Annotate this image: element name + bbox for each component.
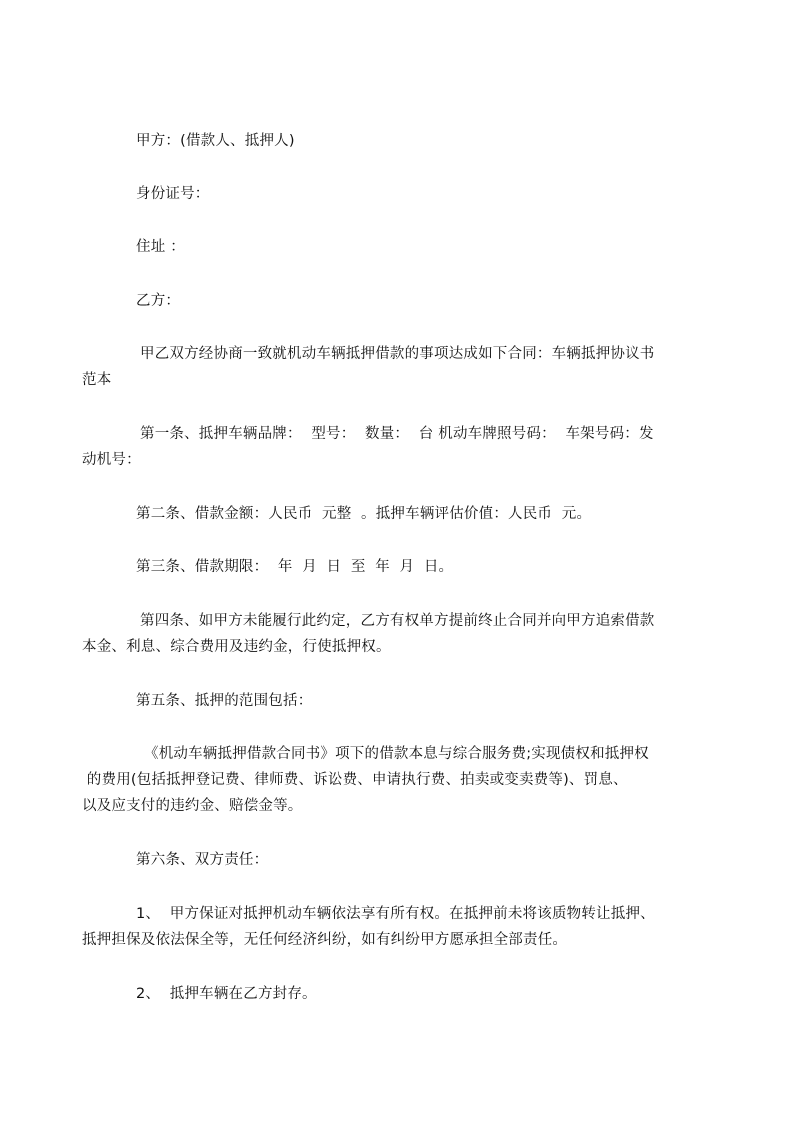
article4-line-2: 本金、利息、综合费用及违约金，行使抵押权。: [82, 639, 391, 655]
party-a-line: 甲方：(借款人、抵押人): [136, 133, 295, 149]
article5-line-1: 《机动车辆抵押借款合同书》项下的借款本息与综合服务费;实现债权和抵押权: [144, 746, 649, 762]
intro-line-1: 甲乙双方经协商一致就机动车辆抵押借款的事项达成如下合同：车辆抵押协议书: [140, 346, 655, 362]
article4-line-1: 第四条、如甲方未能履行此约定，乙方有权单方提前终止合同并向甲方追索借款: [140, 613, 655, 629]
intro-line-2: 范本: [82, 372, 112, 388]
article6-item1-line-1: 1、 甲方保证对抵押机动车辆依法享有所有权。在抵押前未将该质物转让抵押、: [136, 906, 655, 922]
article5-line-3: 以及应支付的违约金、赔偿金等。: [82, 798, 303, 814]
article1-line-2: 动机号：: [82, 452, 141, 468]
article5-line-2: 的费用(包括抵押登记费、律师费、诉讼费、申请执行费、拍卖或变卖费等)、罚息、: [82, 772, 628, 788]
article3-line: 第三条、借款期限： 年 月 日 至 年 月 日。: [136, 559, 454, 575]
address-line: 住址 ：: [136, 239, 185, 255]
article2-line: 第二条、借款金额：人民币 元整 。抵押车辆评估价值：人民币 元。: [136, 506, 592, 522]
article6-item2-line: 2、 抵押车辆在乙方封存。: [136, 986, 317, 1002]
article5-title: 第五条、抵押的范围包括：: [136, 693, 313, 709]
id-number-line: 身份证号：: [136, 186, 210, 202]
article6-title: 第六条、双方责任：: [136, 852, 269, 868]
article1-line-1: 第一条、抵押车辆品牌： 型号： 数量： 台 机动车牌照号码： 车架号码：发: [140, 426, 654, 442]
party-b-line: 乙方：: [136, 293, 181, 309]
article6-item1-line-2: 抵押担保及依法保全等，无任何经济纠纷，如有纠纷甲方愿承担全部责任。: [82, 932, 568, 948]
